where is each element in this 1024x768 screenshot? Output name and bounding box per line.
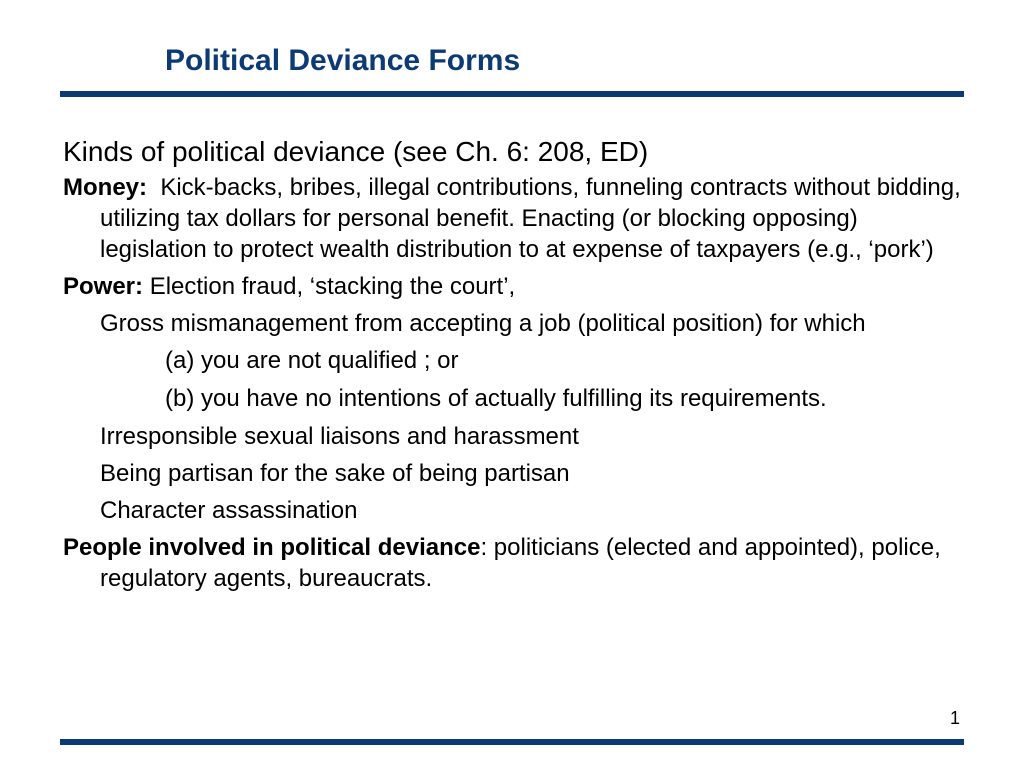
- money-label: Money:: [63, 174, 147, 201]
- power-label: Power:: [63, 273, 144, 300]
- people-label: People involved in political deviance: [63, 534, 481, 561]
- people-paragraph: [63, 532, 963, 594]
- slide-body: [63, 134, 963, 600]
- people-text: : politicians (elected and appointed), police, regulatory agents, bureaucrats.: [100, 534, 941, 592]
- power-item-no-intentions: (b) you have no intentions of actually fulfilling its requirements.: [165, 385, 827, 412]
- slide-title: Political Deviance Forms: [165, 44, 521, 77]
- bottom-divider: [60, 739, 964, 745]
- power-item-not-qualified: (a) you are not qualified ; or: [165, 347, 459, 374]
- page-number: 1: [950, 708, 961, 728]
- money-paragraph: [63, 172, 963, 265]
- power-item-partisan: Being partisan for the sake of being partisan: [100, 460, 570, 487]
- power-text: Election fraud, ‘stacking the court’,: [149, 273, 516, 300]
- top-divider: [60, 91, 964, 97]
- power-item-character-assassination: Character assassination: [100, 497, 358, 524]
- money-text: Kick-backs, bribes, illegal contributions, funneling contracts without bidding, utilizing tax dollars for personal benefit. Enacting (or blocking opposing) legislation to protect wealth distribution to at expense of taxpayers (e.g., ‘pork’): [100, 174, 961, 263]
- power-item-liaisons: Irresponsible sexual liaisons and harassment: [100, 423, 579, 450]
- power-item-mismanagement: Gross mismanagement from accepting a job (political position) for which: [100, 310, 866, 337]
- power-paragraph: [63, 271, 963, 302]
- body-heading: Kinds of political deviance (see Ch. 6: 208, ED): [63, 136, 649, 167]
